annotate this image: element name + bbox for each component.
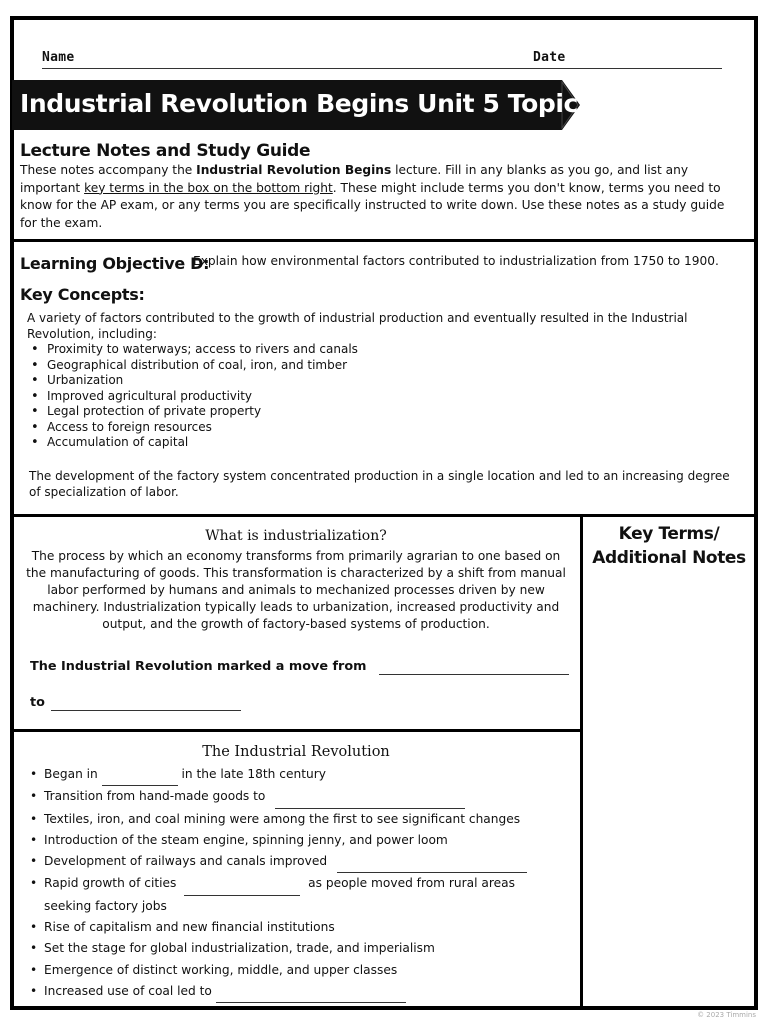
industrial-revolution-list xyxy=(30,764,575,1003)
list-item: • Legal protection of private property xyxy=(27,404,737,420)
list-item: • Emergence of distinct working, middle, and upper classes xyxy=(30,960,575,981)
fill-in-blank[interactable] xyxy=(275,786,465,808)
date-label: Date xyxy=(533,50,566,65)
list-item: • Development of railways and canals improved xyxy=(30,851,575,873)
fill-in-blank[interactable] xyxy=(216,981,406,1003)
learning-objective-heading: Learning Objective D: xyxy=(20,254,210,273)
section-divider xyxy=(10,729,582,732)
list-item: • Rise of capitalism and new financial institutions xyxy=(30,917,575,938)
list-item: • Introduction of the steam engine, spinning jenny, and power loom xyxy=(30,830,575,851)
key-concepts-list xyxy=(27,342,737,451)
fill-in-blank[interactable] xyxy=(102,764,178,786)
key-concepts-lead: A variety of factors contributed to the growth of industrial production and eventually resulted in the Industrial Revolution, including: xyxy=(27,311,688,341)
list-item-continuation: seeking factory jobs xyxy=(44,898,167,913)
list-item: • Improved agricultural productivity xyxy=(27,389,737,405)
section-divider xyxy=(10,514,758,517)
list-item: • Transition from hand-made goods to xyxy=(30,786,575,808)
list-item: • Rapid growth of cities as people moved from rural areas xyxy=(30,873,575,895)
list-item: • Proximity to waterways; access to rivers and canals xyxy=(27,342,737,358)
copyright-text: © 2023 Timmins xyxy=(697,1011,756,1019)
name-date-line[interactable] xyxy=(42,68,722,69)
intro-paragraph: These notes accompany the Industrial Revolution Begins lecture. Fill in any blanks as you go, and list any important key terms in the box on the bottom right. These might include terms you don't know, terms you need to know for the AP exam, or any terms you are specifically instructed to write down. Use these notes as a study guide for the exam. xyxy=(20,163,725,230)
fill-in-blank[interactable] xyxy=(184,873,300,895)
list-item: • Access to foreign resources xyxy=(27,420,737,436)
name-label: Name xyxy=(42,50,75,65)
industrialization-definition: The process by which an economy transforms from primarily agrarian to one based on the manufacturing of goods. This transformation is characterized by a shift from manual labor performed by humans and animals to mechanized processes driven by new machinery. Industrialization typically leads to urbanization, increased productivity and output, and the growth of factory-based systems of production. xyxy=(26,549,566,631)
list-item: • Geographical distribution of coal, iron, and timber xyxy=(27,358,737,374)
name-date-row xyxy=(32,32,722,72)
list-item: • Set the stage for global industrialization, trade, and imperialism xyxy=(30,938,575,959)
move-from-line: The Industrial Revolution marked a move from xyxy=(30,659,569,675)
list-item: • Urbanization xyxy=(27,373,737,389)
list-item: • Increased use of coal led to xyxy=(30,981,575,1003)
fill-in-blank[interactable] xyxy=(337,851,527,873)
list-item: • Began in in the late 18th century xyxy=(30,764,575,786)
key-concepts-heading: Key Concepts: xyxy=(20,285,145,304)
section-divider xyxy=(10,239,758,242)
title-banner xyxy=(12,80,604,130)
list-item: • Textiles, iron, and coal mining were among the first to see significant changes xyxy=(30,809,575,830)
intro-heading: Lecture Notes and Study Guide xyxy=(20,141,311,161)
key-concepts-body xyxy=(27,311,737,451)
industrialization-heading: What is industrialization? xyxy=(205,528,387,544)
page-title: Industrial Revolution Begins Unit 5 Topic 3 xyxy=(20,89,604,118)
key-terms-heading: Key Terms/ Additional Notes xyxy=(592,524,746,568)
list-item: • Accumulation of capital xyxy=(27,435,737,451)
key-terms-notes-area[interactable] xyxy=(584,574,754,1006)
key-terms-column-divider xyxy=(580,516,583,1010)
learning-objective-text: Explain how environmental factors contributed to industrialization from 1750 to 1900. xyxy=(193,254,719,268)
fill-in-blank[interactable] xyxy=(379,659,569,675)
fill-in-blank[interactable] xyxy=(51,695,241,711)
move-to-line: to xyxy=(30,695,241,711)
industrial-revolution-heading: The Industrial Revolution xyxy=(202,744,390,760)
key-concepts-closing: The development of the factory system concentrated production in a single location and led to an increasing degree of specialization of labor. xyxy=(29,469,730,499)
